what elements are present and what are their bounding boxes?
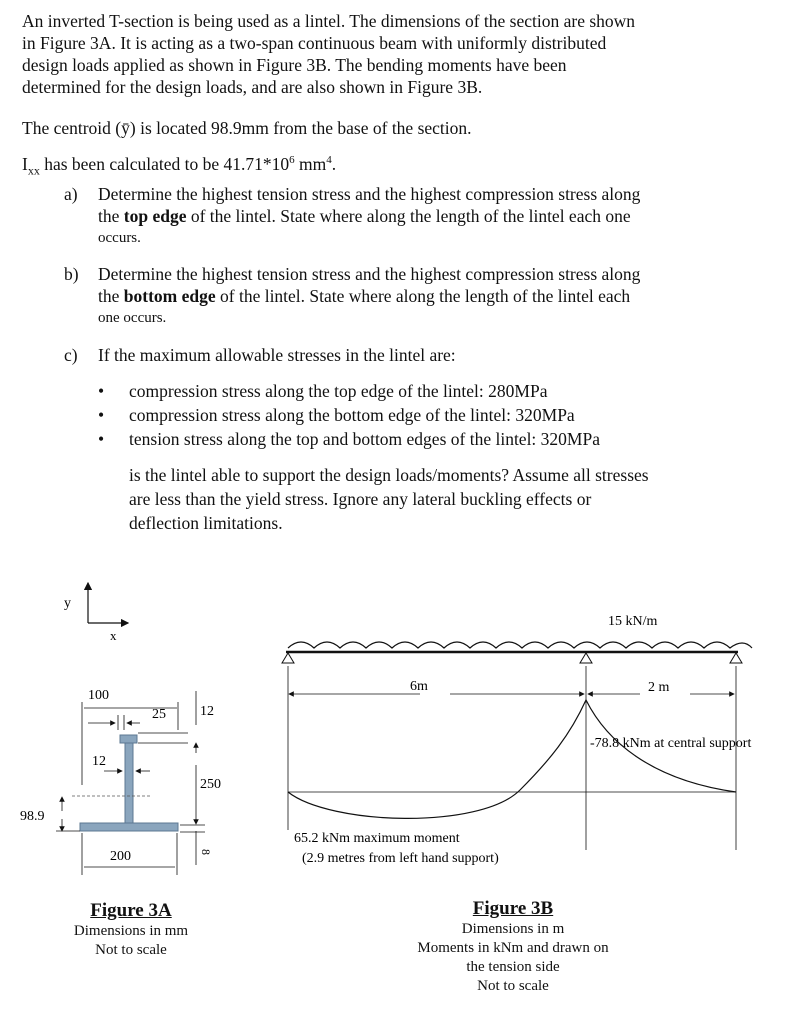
question-b-line1: Determine the highest tension stress and the highest compression stress along <box>98 264 641 284</box>
ixx-statement <box>22 149 336 181</box>
question-a-letter: a) <box>64 184 78 204</box>
span1-label: 6m <box>410 679 428 694</box>
intro-paragraph <box>22 10 802 98</box>
figure-3b-sub2: Moments in kNm and drawn on <box>417 940 609 956</box>
figure-3a-title: Figure 3A <box>90 900 172 921</box>
dim-8-label: 8 <box>199 849 213 855</box>
figure-3b-sub1: Dimensions in m <box>461 921 565 937</box>
intro-line: determined for the design loads, and are also shown in Figure 3B. <box>22 77 483 97</box>
ixx-sub: xx <box>27 163 40 178</box>
ixx-mid: has been calculated to be 41.71*10 <box>39 153 290 174</box>
bullet-dot-icon: • <box>98 405 105 425</box>
bullet-text: tension stress along the top and bottom edges of the lintel: 320MPa <box>129 429 600 449</box>
question-b-line3: one occurs. <box>98 310 167 326</box>
question-c-follow <box>129 463 794 535</box>
question-b <box>64 263 794 329</box>
bullet-text: compression stress along the bottom edge of the lintel: 320MPa <box>129 405 575 425</box>
section-flange <box>80 823 178 831</box>
dim-100-label: 100 <box>88 688 109 703</box>
follow-line: is the lintel able to support the design loads/moments? Assume all stresses <box>129 465 649 485</box>
dim-200-label: 200 <box>110 849 131 864</box>
dim-250-label: 250 <box>200 777 221 792</box>
question-b-line2-pre: the <box>98 286 124 306</box>
bullet-dot-icon: • <box>98 429 105 449</box>
max-moment-loc-label: (2.9 metres from left hand support) <box>302 851 499 866</box>
ixx-sup1: 6 <box>289 154 295 166</box>
dim-12-top-label: 12 <box>200 704 214 719</box>
axis-y-label: y <box>64 596 71 611</box>
question-a <box>64 183 794 249</box>
bullet-item <box>98 403 794 427</box>
figure-3a-diagram <box>0 575 250 905</box>
ixx-pre: I <box>22 153 28 174</box>
intro-line: An inverted T-section is being used as a lintel. The dimensions of the section are shown <box>22 11 636 31</box>
intro-line: in Figure 3A. It is acting as a two-span continuous beam with uniformly distributed <box>22 33 607 53</box>
bullet-item <box>98 427 794 451</box>
bullet-text: compression stress along the top edge of the lintel: 280MPa <box>129 381 548 401</box>
load-label: 15 kN/m <box>608 614 658 629</box>
moment-curve <box>288 700 736 818</box>
figure-3b-diagram <box>270 600 798 880</box>
question-a-line2 <box>98 205 794 227</box>
ixx-sup2: 4 <box>326 154 332 166</box>
section-web <box>125 743 133 823</box>
figure-3b-title: Figure 3B <box>472 898 554 919</box>
question-b-letter: b) <box>64 264 79 284</box>
udl-load <box>288 642 752 648</box>
figure-3a-sub1: Dimensions in mm <box>73 923 189 939</box>
question-b-line2-post: of the lintel. State where along the length of the lintel each <box>215 286 631 306</box>
centroid-pre: The centroid ( <box>22 118 122 138</box>
question-c-line1: If the maximum allowable stresses in the lintel are: <box>98 345 456 365</box>
question-a-line1: Determine the highest tension stress and the highest compression stress along <box>98 184 641 204</box>
question-a-line3: occurs. <box>98 230 141 246</box>
ixx-end: . <box>331 153 337 174</box>
left-support <box>282 653 294 663</box>
question-a-bold: top edge <box>123 206 187 226</box>
centroid-symbol: ȳ <box>121 118 130 138</box>
question-a-line2-pre: the <box>98 206 124 226</box>
intro-line: design loads applied as shown in Figure 3B. The bending moments have been <box>22 55 567 75</box>
figure-3a-sub2: Not to scale <box>95 942 167 958</box>
dim-25-label: 25 <box>152 707 166 722</box>
bullet-item <box>98 379 794 403</box>
question-c <box>64 344 794 535</box>
max-moment-label: 65.2 kNm maximum moment <box>294 831 460 846</box>
question-c-bullets <box>98 379 794 451</box>
ixx-mid2: mm <box>294 153 327 174</box>
question-b-line2 <box>98 285 794 307</box>
right-support <box>730 653 742 663</box>
axis-x-label: x <box>110 628 117 643</box>
centroid-post: ) is located 98.9mm from the base of the section. <box>129 118 472 138</box>
dim-12-web-label: 12 <box>92 754 106 769</box>
figure-3b-sub4: Not to scale <box>477 978 549 994</box>
follow-line: are less than the yield stress. Ignore any lateral buckling effects or <box>129 489 592 509</box>
support-moment-label: -78.8 kNm at central support <box>590 736 752 751</box>
figure-3b-sub3: the tension side <box>466 959 560 975</box>
figure-3a-caption <box>56 900 206 960</box>
centroid-statement <box>22 117 472 139</box>
central-support <box>580 653 592 663</box>
bullet-dot-icon: • <box>98 381 105 401</box>
question-c-letter: c) <box>64 345 78 365</box>
span2-label: 2 m <box>648 680 670 695</box>
figure-3b-caption <box>400 898 626 996</box>
section-top-cap <box>120 735 137 743</box>
follow-line: deflection limitations. <box>129 513 283 533</box>
question-a-line2-post: of the lintel. State where along the length of the lintel each one <box>186 206 631 226</box>
question-b-bold: bottom edge <box>123 286 216 306</box>
dim-centroid-label: 98.9 <box>20 809 45 824</box>
